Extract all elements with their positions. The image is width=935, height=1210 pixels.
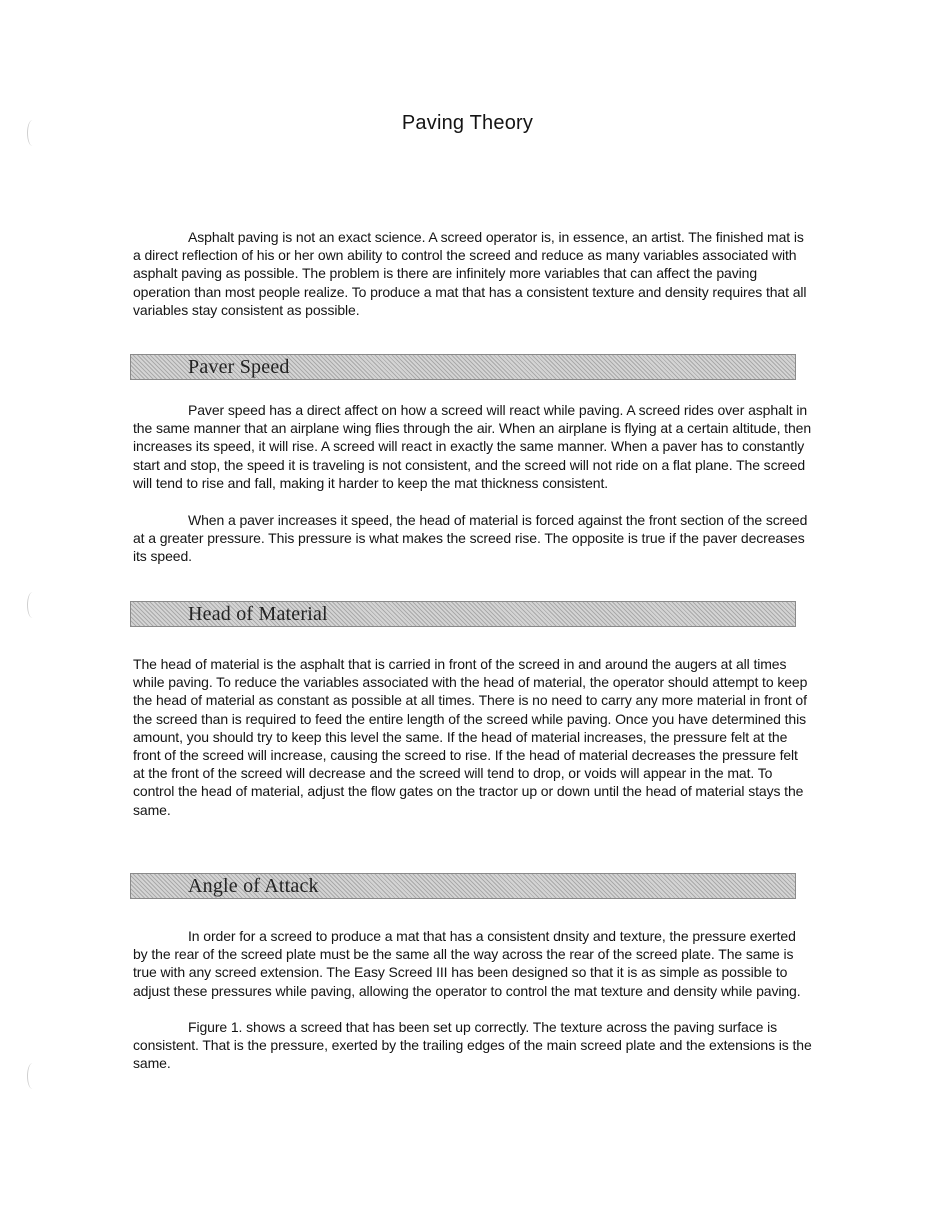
section-heading: Paver Speed — [188, 356, 290, 378]
section-paragraph: Figure 1. shows a screed that has been set up correctly. The texture across the paving surface is consistent. That is the pressure, exerted by the trailing edges of the main screed plate and the extensions is the same. — [133, 1019, 812, 1072]
page-title: Paving Theory — [401, 112, 534, 134]
section-heading: Angle of Attack — [188, 875, 319, 897]
section-heading: Head of Material — [188, 603, 328, 625]
intro-paragraph: Asphalt paving is not an exact science. A screed operator is, in essence, an artist. The finished mat is a direct reflection of his or her own ability to control the screed and reduce as many variables associated with asphalt paving as possible. The problem is there are infinitely more variables that can affect the paving operation than most people realize. To produce a mat that has a consistent texture and density requires that all variables stay consistent as possible. — [133, 229, 807, 318]
section-paragraph: When a paver increases it speed, the head of material is forced against the front section of the screed at a greater pressure. This pressure is what makes the screed rise. The opposite is true if the paver decreases its speed. — [133, 512, 808, 565]
section-paragraph: The head of material is the asphalt that is carried in front of the screed in and around the augers at all times while paving. To reduce the variables associated with the head of material, the operator should attempt to keep the head of material as constant as possible at all times. There is no need to carry any more material in front of the screed than is required to feed the entire length of the screed while paving. Once you have determined this amount, you should try to keep this level the same. If the head of material increases, the pressure felt at the front of the screed will increase, causing the screed to rise. If the head of material decreases the pressure felt at the front of the screed will decrease and the screed will tend to drop, or voids will appear in the mat. To control the head of material, adjust the flow gates on the tractor up or down until the head of material stays the same. — [133, 656, 808, 818]
section-heading-band — [130, 601, 796, 627]
section-paragraph: In order for a screed to produce a mat that has a consistent dnsity and texture, the pressure exerted by the rear of the screed plate must be the same all the way across the rear of the screed plate. The same is true with any screed extension. The Easy Screed III has been designed so that it is as simple as possible to adjust these pressures while paving, allowing the operator to control the mat texture and density while paving. — [133, 928, 801, 999]
section-heading-band — [130, 873, 796, 899]
section-heading-band — [130, 354, 796, 380]
section-paragraph: Paver speed has a direct affect on how a screed will react while paving. A screed rides over asphalt in the same manner that an airplane wing flies through the air. When an airplane is flying at a certain altitude, then increases its speed, it will rise. A screed will react in exactly the same manner. When a paver has to constantly start and stop, the speed it is traveling is not consistent, and the screed will not ride on a flat plane. The screed will tend to rise and fall, making it harder to keep the mat thickness consistent. — [133, 402, 812, 491]
scan-margin-mark — [27, 1063, 38, 1089]
scan-margin-mark — [27, 592, 38, 618]
